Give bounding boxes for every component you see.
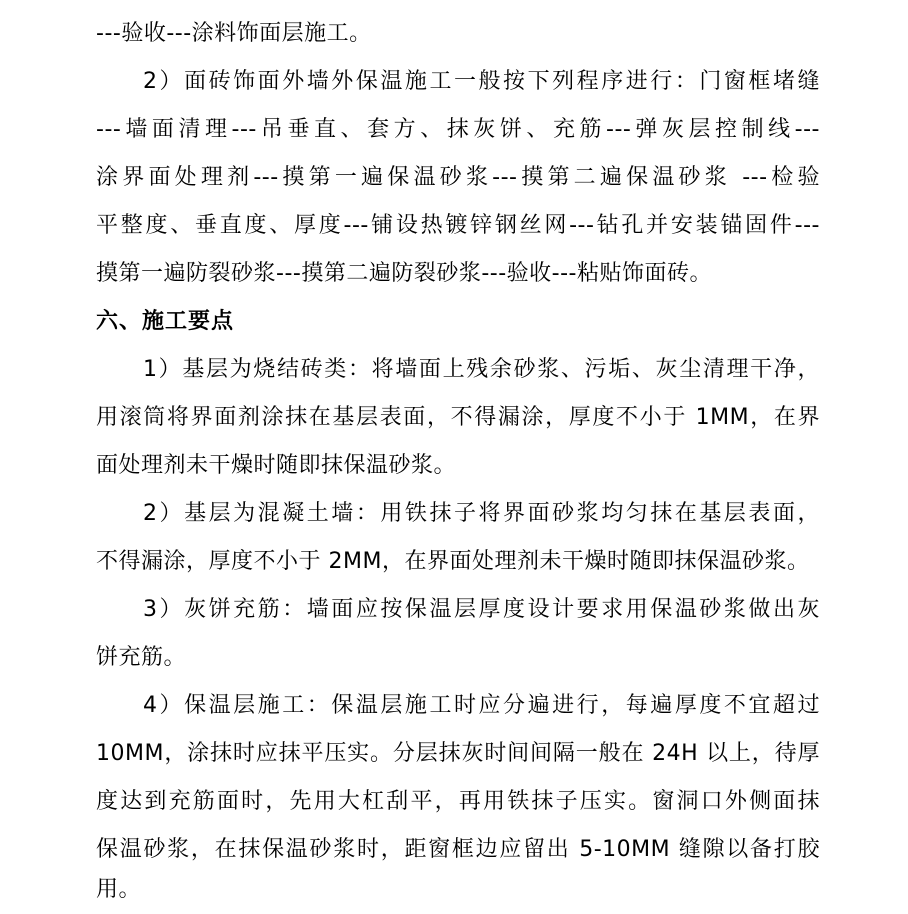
tile-paragraph-line: ---墙面清理---吊垂直、套方、抹灰饼、充筋---弹灰层控制线--- [96,117,820,142]
point3-line: 3）灰饼充筋：墙面应按保温层厚度设计要求用保温砂浆做出灰 [143,597,820,622]
point4-line: 4）保温层施工：保温层施工时应分遍进行，每遍厚度不宜超过 [143,693,820,718]
tile-paragraph-line: 涂界面处理剂---摸第一遍保温砂浆---摸第二遍保温砂浆 ---检验 [96,165,820,190]
point3-line: 饼充筋。 [96,645,187,670]
tile-paragraph-line: 摸第一遍防裂砂浆---摸第二遍防裂砂浆---验收---粘贴饰面砖。 [96,261,712,286]
tile-paragraph-line: 2）面砖饰面外墙外保温施工一般按下列程序进行：门窗框堵缝 [143,69,820,94]
point4-line: 10MM，涂抹时应抹平压实。分层抹灰时间间隔一般在 24H 以上，待厚 [96,741,820,766]
point1-line: 1）基层为烧结砖类：将墙面上残余砂浆、污垢、灰尘清理干净， [143,357,820,382]
point2-line: 不得漏涂，厚度不小于 2MM，在界面处理剂未干燥时随即抹保温砂浆。 [96,549,810,574]
point2-line: 2）基层为混凝土墙：用铁抹子将界面砂浆均匀抹在基层表面， [143,501,820,526]
tile-paragraph-line: 平整度、垂直度、厚度---铺设热镀锌钢丝网---钻孔并安装锚固件--- [96,213,820,238]
point4-line: 用。 [96,877,142,902]
point4-line: 保温砂浆，在抹保温砂浆时，距窗框边应留出 5-10MM 缝隙以备打胶 [96,837,820,862]
point1-line: 用滚筒将界面剂涂抹在基层表面，不得漏涂，厚度不小于 1MM，在界 [96,405,820,430]
point1-line: 面处理剂未干燥时随即抹保温砂浆。 [96,453,457,478]
intro-line: ---验收---涂料饰面层施工。 [96,21,372,46]
point4-line: 度达到充筋面时，先用大杠刮平，再用铁抹子压实。窗洞口外侧面抹 [96,789,820,814]
section-heading: 六、施工要点 [96,309,235,334]
